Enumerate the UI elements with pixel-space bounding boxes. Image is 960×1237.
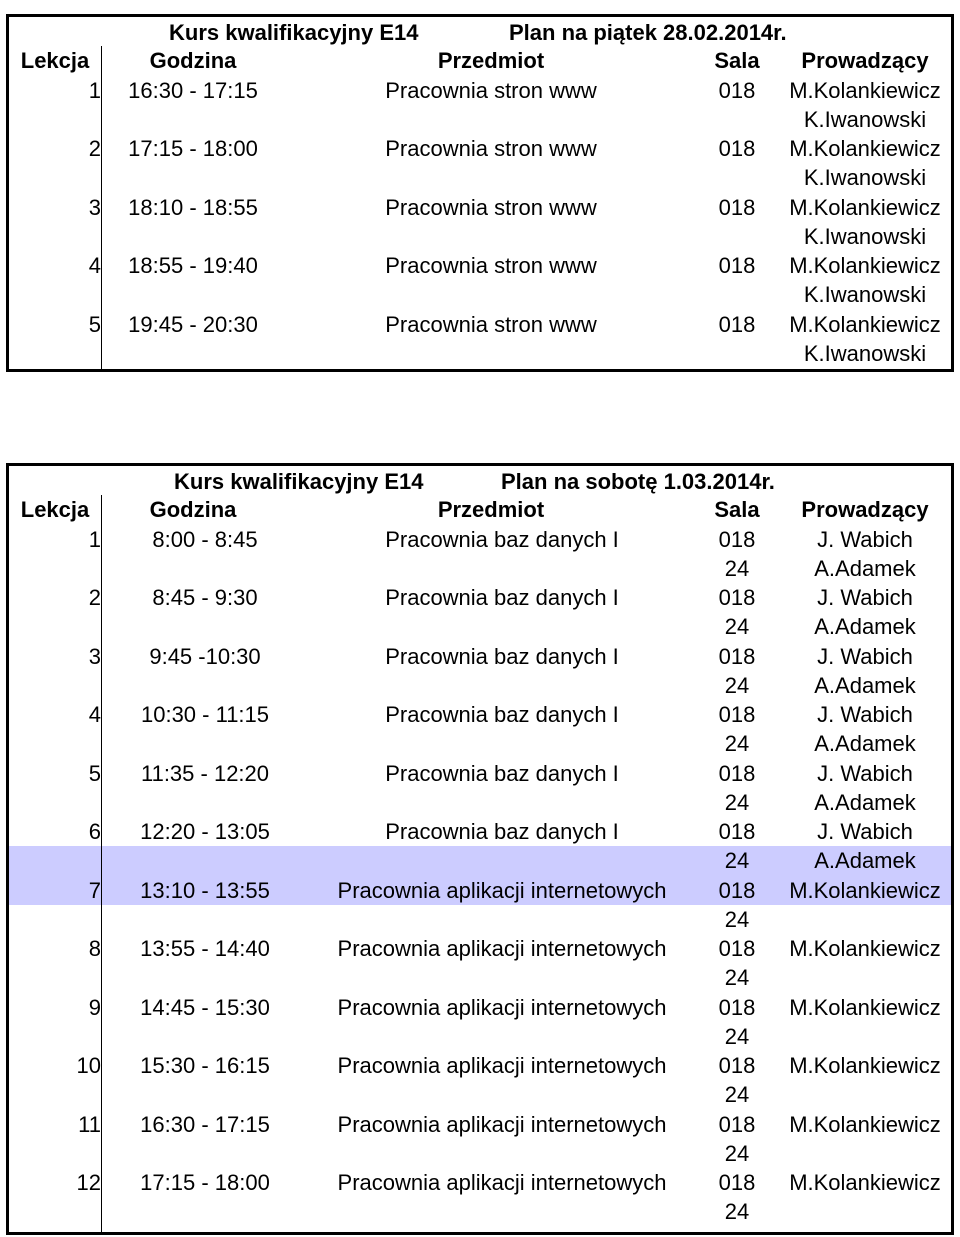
subject: Pracownia baz danych I	[385, 585, 619, 610]
lesson-number: 6	[88, 819, 101, 844]
lesson-time: 9:45 -10:30	[149, 643, 261, 669]
lesson-time: 8:45 - 9:30	[152, 585, 258, 610]
subject: Pracownia aplikacji internetowych	[337, 936, 667, 961]
room-secondary	[699, 163, 775, 192]
header-prowadzacy: Prowadzący	[801, 497, 929, 523]
column-divider	[101, 46, 102, 369]
teacher-secondary	[777, 1197, 953, 1226]
header-lekcja: Lekcja	[20, 497, 90, 523]
teacher-secondary: A.Adamek	[814, 848, 916, 874]
teacher: J. Wabich	[817, 585, 913, 610]
room-secondary: 24	[724, 555, 750, 581]
lesson-time: 16:30 - 17:15	[140, 1111, 270, 1137]
table-row	[9, 583, 951, 612]
table-row	[9, 1168, 951, 1197]
header-sala: Sala	[714, 497, 760, 523]
teacher: J. Wabich	[817, 819, 913, 844]
lesson-number: 1	[88, 526, 101, 552]
room-secondary	[699, 280, 775, 309]
saturday-schedule-table	[6, 463, 954, 1235]
subject: Pracownia stron www	[385, 253, 597, 278]
subject: Pracownia aplikacji internetowych	[337, 1053, 667, 1078]
subject: Pracownia baz danych I	[385, 526, 619, 552]
room-secondary	[699, 105, 775, 134]
teacher: M.Kolankiewicz	[789, 194, 941, 220]
header-godzina: Godzina	[149, 48, 237, 74]
subject: Pracownia stron www	[385, 194, 597, 220]
room: 018	[718, 877, 756, 903]
teacher: M.Kolankiewicz	[789, 311, 941, 337]
saturday-title-row	[9, 466, 951, 495]
header-przedmiot: Przedmiot	[437, 48, 545, 74]
teacher-secondary	[777, 905, 953, 934]
table-row-secondary	[9, 963, 951, 992]
table-row-secondary	[9, 1080, 951, 1109]
subject: Pracownia stron www	[385, 77, 597, 103]
room-secondary: 24	[724, 1140, 750, 1166]
friday-title-row	[9, 17, 951, 46]
table-row-secondary	[9, 1022, 951, 1051]
lesson-number: 3	[88, 643, 101, 669]
table-row-secondary	[9, 554, 951, 583]
teacher: M.Kolankiewicz	[789, 77, 941, 103]
table-row-secondary	[9, 280, 951, 309]
table-row-secondary	[9, 1139, 951, 1168]
teacher-secondary: K.Iwanowski	[803, 165, 927, 191]
table-row-secondary	[9, 222, 951, 251]
teacher-secondary	[777, 1139, 953, 1168]
friday-course-title: Kurs kwalifikacyjny E14	[169, 20, 419, 45]
teacher: M.Kolankiewicz	[789, 1170, 941, 1195]
teacher: J. Wabich	[817, 702, 913, 727]
table-row-secondary	[9, 1197, 951, 1226]
room: 018	[718, 936, 756, 961]
friday-plan-title: Plan na piątek 28.02.2014r.	[509, 20, 787, 45]
lesson-time: 18:10 - 18:55	[128, 194, 258, 220]
table-row-secondary	[9, 163, 951, 192]
room: 018	[718, 585, 756, 610]
table-row-secondary	[9, 729, 951, 758]
room-secondary: 24	[724, 848, 750, 874]
teacher: M.Kolankiewicz	[789, 253, 941, 278]
friday-rows	[9, 76, 951, 369]
table-row-secondary	[9, 105, 951, 134]
teacher-secondary: K.Iwanowski	[803, 282, 927, 308]
lesson-number: 4	[88, 253, 101, 278]
teacher: M.Kolankiewicz	[789, 936, 941, 961]
table-row	[9, 525, 951, 554]
room-secondary: 24	[724, 965, 750, 991]
table-row-secondary	[9, 671, 951, 700]
room: 018	[718, 643, 756, 669]
room-secondary: 24	[724, 1199, 750, 1225]
teacher: J. Wabich	[817, 526, 913, 552]
lesson-time: 10:30 - 11:15	[140, 702, 270, 727]
room-secondary: 24	[724, 906, 750, 932]
teacher-secondary	[777, 1022, 953, 1051]
room: 018	[718, 136, 756, 161]
header-godzina: Godzina	[149, 497, 237, 523]
table-row-secondary	[9, 788, 951, 817]
room-secondary: 24	[724, 614, 750, 640]
saturday-plan-title: Plan na sobotę 1.03.2014r.	[501, 469, 775, 494]
subject: Pracownia aplikacji internetowych	[337, 994, 667, 1020]
subject: Pracownia baz danych I	[385, 702, 619, 727]
header-sala: Sala	[714, 48, 760, 74]
lesson-number: 5	[88, 760, 101, 786]
lesson-number: 12	[76, 1170, 101, 1195]
room-secondary: 24	[724, 789, 750, 815]
teacher: J. Wabich	[817, 643, 913, 669]
table-row-secondary	[9, 905, 951, 934]
table-row	[9, 759, 951, 788]
table-row	[9, 993, 951, 1022]
room: 018	[718, 760, 756, 786]
saturday-rows	[9, 525, 951, 1227]
lesson-time: 12:20 - 13:05	[140, 819, 270, 844]
lesson-number: 3	[88, 194, 101, 220]
table-row	[9, 934, 951, 963]
lesson-number: 1	[88, 77, 101, 103]
lesson-time: 13:55 - 14:40	[140, 936, 270, 961]
teacher-secondary: A.Adamek	[814, 731, 916, 757]
lesson-number: 8	[88, 936, 101, 961]
lesson-time: 19:45 - 20:30	[128, 311, 258, 337]
lesson-number: 9	[88, 994, 101, 1020]
teacher-secondary	[777, 1080, 953, 1109]
subject: Pracownia aplikacji internetowych	[337, 1111, 667, 1137]
teacher: J. Wabich	[817, 760, 913, 786]
teacher: M.Kolankiewicz	[789, 994, 941, 1020]
teacher: M.Kolankiewicz	[789, 877, 941, 903]
room-secondary	[699, 222, 775, 251]
column-divider	[101, 495, 102, 1232]
room: 018	[718, 77, 756, 103]
saturday-course-title: Kurs kwalifikacyjny E14	[174, 469, 424, 494]
table-row	[9, 700, 951, 729]
friday-header-row	[9, 46, 951, 75]
table-row	[9, 642, 951, 671]
lesson-number: 5	[88, 311, 101, 337]
lesson-time: 16:30 - 17:15	[128, 77, 258, 103]
teacher-secondary: A.Adamek	[814, 614, 916, 640]
teacher-secondary: A.Adamek	[814, 789, 916, 815]
lesson-time: 17:15 - 18:00	[128, 136, 258, 161]
teacher-secondary: K.Iwanowski	[803, 106, 927, 132]
room: 018	[718, 994, 756, 1020]
teacher-secondary	[777, 963, 953, 992]
table-row-secondary	[9, 612, 951, 641]
room-secondary: 24	[724, 672, 750, 698]
header-lekcja: Lekcja	[20, 48, 90, 74]
table-row	[9, 193, 951, 222]
table-row	[9, 1051, 951, 1080]
room-secondary: 24	[724, 1082, 750, 1108]
table-row	[9, 817, 951, 846]
header-prowadzacy: Prowadzący	[801, 48, 929, 74]
lesson-number: 11	[78, 1111, 101, 1137]
table-row	[9, 134, 951, 163]
teacher: M.Kolankiewicz	[789, 1111, 941, 1137]
room: 018	[718, 311, 756, 337]
teacher: M.Kolankiewicz	[789, 136, 941, 161]
room: 018	[718, 1111, 756, 1137]
subject: Pracownia aplikacji internetowych	[337, 1170, 667, 1195]
room: 018	[718, 194, 756, 220]
table-row	[9, 1110, 951, 1139]
teacher-secondary: A.Adamek	[814, 672, 916, 698]
lesson-number: 2	[88, 585, 101, 610]
table-row	[9, 76, 951, 105]
room: 018	[718, 819, 756, 844]
room-secondary: 24	[724, 731, 750, 757]
table-row-secondary	[9, 846, 951, 875]
subject: Pracownia stron www	[385, 311, 597, 337]
subject: Pracownia baz danych I	[385, 643, 619, 669]
lesson-number: 2	[88, 136, 101, 161]
table-row	[9, 310, 951, 339]
subject: Pracownia baz danych I	[385, 760, 619, 786]
teacher-secondary: K.Iwanowski	[803, 340, 927, 366]
room: 018	[718, 253, 756, 278]
saturday-header-row	[9, 495, 951, 524]
lesson-number: 7	[88, 877, 101, 903]
lesson-time: 13:10 - 13:55	[140, 877, 270, 903]
header-przedmiot: Przedmiot	[437, 497, 545, 523]
teacher-secondary: A.Adamek	[814, 555, 916, 581]
lesson-time: 17:15 - 18:00	[140, 1170, 270, 1195]
friday-schedule-table	[6, 14, 954, 372]
table-row	[9, 251, 951, 280]
room: 018	[718, 702, 756, 727]
lesson-time: 18:55 - 19:40	[128, 253, 258, 278]
lesson-number: 10	[76, 1053, 101, 1078]
subject: Pracownia stron www	[385, 136, 597, 161]
lesson-time: 15:30 - 16:15	[140, 1053, 270, 1078]
lesson-time: 8:00 - 8:45	[152, 526, 258, 552]
teacher-secondary: K.Iwanowski	[803, 223, 927, 249]
room: 018	[718, 526, 756, 552]
room-secondary	[699, 339, 775, 368]
teacher: M.Kolankiewicz	[789, 1053, 941, 1078]
table-row	[9, 876, 951, 905]
room-secondary: 24	[724, 1023, 750, 1049]
subject: Pracownia aplikacji internetowych	[337, 877, 667, 903]
subject: Pracownia baz danych I	[385, 819, 619, 844]
room: 018	[718, 1170, 756, 1195]
lesson-time: 14:45 - 15:30	[140, 994, 270, 1020]
room: 018	[718, 1053, 756, 1078]
lesson-number: 4	[88, 702, 101, 727]
lesson-time: 11:35 - 12:20	[140, 760, 270, 786]
table-row-secondary	[9, 339, 951, 368]
